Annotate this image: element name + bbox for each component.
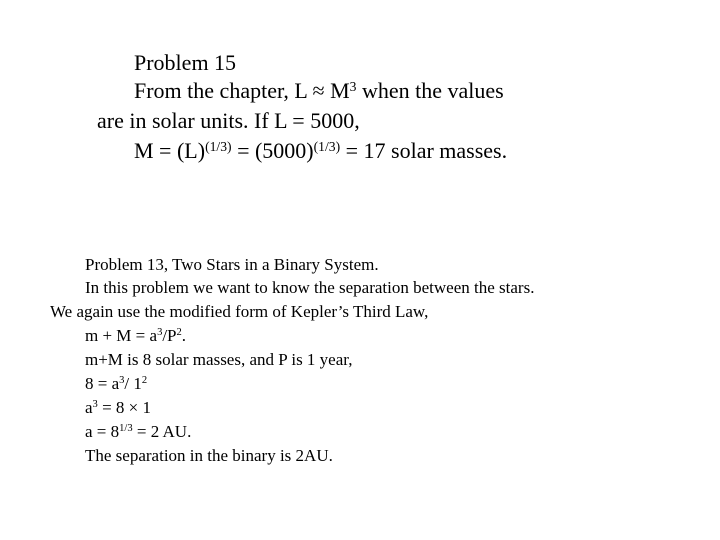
problem-13-given: m+M is 8 solar masses, and P is 1 year, <box>85 350 353 369</box>
problem-13-conclusion: The separation in the binary is 2AU. <box>85 446 333 465</box>
problem-13-formula: $m + M = a^3/P^2$. <box>85 326 187 345</box>
problem-13-title: Problem 13, Two Stars in a Binary System. <box>85 255 379 274</box>
problem-13-equation-3: $a = 8^{1/3} = 2$ AU. <box>85 422 192 441</box>
problem-15-line-3: $M = (L)^{(1/3)} = (5000)^{(1/3)} = 17$ solar masses. <box>134 138 508 163</box>
problem-13-equation-1: $8 = a^3/$ $1^2$ <box>85 374 148 393</box>
problem-13-equation-2: $a^3 = 8 \times 1$ <box>85 398 151 417</box>
problem-13-kepler: We again use the modified form of Kepler’s Third Law, <box>50 302 429 321</box>
problem-15-line-2: are in solar units. If L = 5000, <box>97 108 360 133</box>
problem-15-title: Problem 15 <box>134 50 237 75</box>
problem-15-line-1: From the chapter, $L \approx M^3$ when the values <box>134 78 504 103</box>
problem-13-intro: In this problem we want to know the separation between the stars. <box>85 278 535 297</box>
